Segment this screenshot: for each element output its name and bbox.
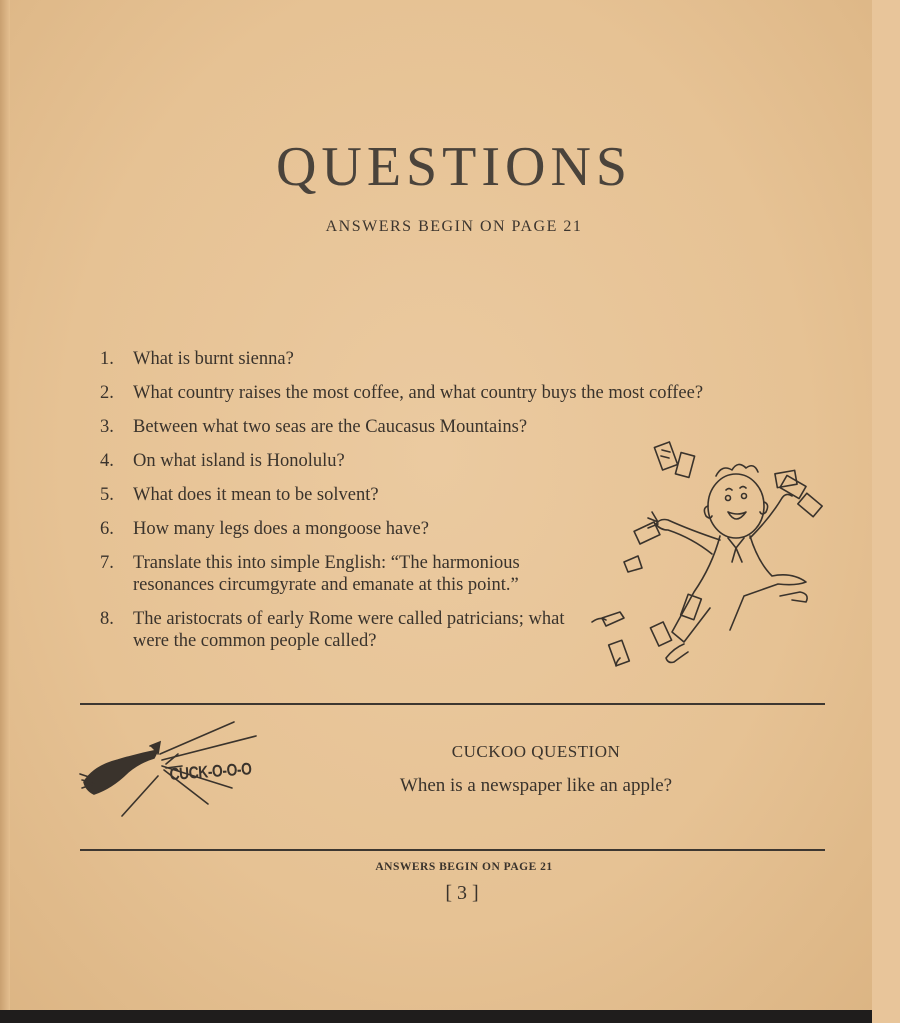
cuckoo-bird-logo	[78, 720, 271, 820]
money-tossing-man-illustration	[588, 432, 833, 677]
question-number: 5.	[100, 485, 114, 505]
question-item	[96, 348, 836, 370]
question-text: On what island is Honolulu?	[133, 451, 345, 471]
divider-bottom	[80, 849, 825, 851]
question-item	[96, 382, 836, 404]
question-text: What is burnt sienna?	[133, 349, 294, 369]
page-title: QUESTIONS	[275, 136, 633, 198]
question-number: 3.	[100, 417, 114, 437]
question-text: What does it mean to be solvent?	[133, 485, 379, 505]
cuckoo-question-text: When is a newspaper like an apple?	[399, 775, 673, 796]
page-spine	[0, 0, 10, 1010]
divider-top	[80, 703, 825, 705]
question-number: 4.	[100, 451, 114, 471]
question-number: 8.	[100, 609, 114, 629]
question-text: The aristocrats of early Rome were called patricians; what were the common people called?	[133, 609, 565, 651]
page-subtitle: ANSWERS BEGIN ON PAGE 21	[325, 218, 583, 235]
question-text: What country raises the most coffee, and what country buys the most coffee?	[133, 383, 704, 403]
cuckoo-logo-text: CUCK-O-O-O	[168, 758, 271, 784]
question-text: How many legs does a mongoose have?	[133, 519, 429, 539]
question-number: 1.	[100, 349, 114, 369]
page-bottom-edge	[0, 1010, 872, 1023]
question-text: Translate this into simple English: “The harmonious resonances circumgyrate and emanate at this point.”	[133, 553, 520, 595]
footer-note: ANSWERS BEGIN ON PAGE 21	[375, 861, 553, 873]
cuckoo-question-heading: CUCKOO QUESTION	[451, 742, 621, 761]
question-number: 7.	[100, 553, 114, 573]
question-text: Between what two seas are the Caucasus Mountains?	[133, 417, 528, 437]
page-number: [ 3 ]	[445, 882, 479, 904]
question-number: 6.	[100, 519, 114, 539]
question-number: 2.	[100, 383, 114, 403]
